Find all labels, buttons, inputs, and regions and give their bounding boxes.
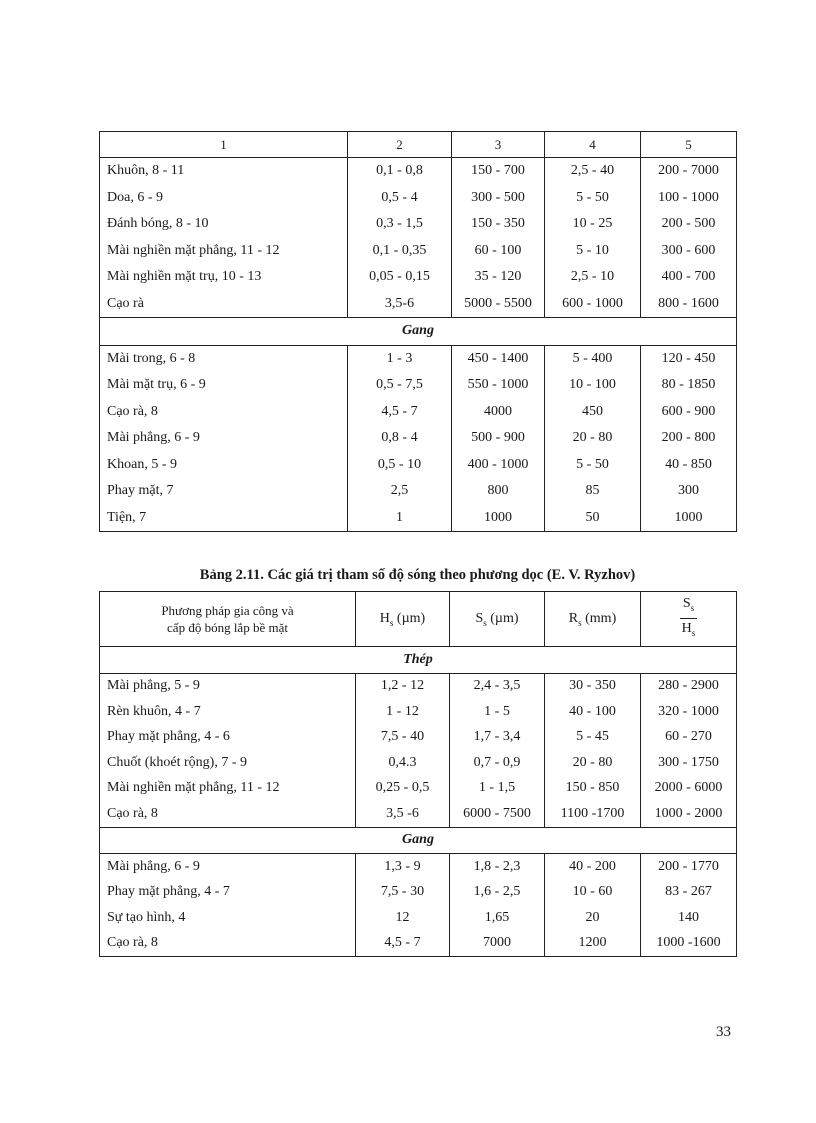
value-cell: 20 - 80: [545, 425, 641, 452]
method-cell: Cạo rà, 8: [100, 399, 348, 426]
value-cell: 800 - 1600: [641, 291, 737, 318]
value-cell: 200 - 1770: [641, 854, 737, 880]
value-cell: 300 - 1750: [641, 750, 737, 776]
value-cell: 200 - 800: [641, 425, 737, 452]
value-cell: 1100 -1700: [545, 801, 641, 827]
table-row: [100, 854, 737, 880]
value-cell: 7,5 - 40: [356, 725, 450, 751]
value-cell: 1000 - 2000: [641, 801, 737, 827]
table-row: [100, 345, 737, 372]
method-cell: Cạo rà, 8: [100, 801, 356, 827]
method-cell: Mài trong, 6 - 8: [100, 345, 348, 372]
value-cell: 3,5-6: [348, 291, 452, 318]
value-cell: 5 - 45: [545, 725, 641, 751]
value-cell: 7,5 - 30: [356, 880, 450, 906]
method-cell: Mài phẳng, 6 - 9: [100, 854, 356, 880]
table-row: [100, 264, 737, 291]
value-cell: 600 - 1000: [545, 291, 641, 318]
method-cell: Đánh bóng, 8 - 10: [100, 211, 348, 238]
method-cell: Rèn khuôn, 4 - 7: [100, 699, 356, 725]
table-row: [100, 452, 737, 479]
value-cell: 2000 - 6000: [641, 776, 737, 802]
method-cell: Khuôn, 8 - 11: [100, 158, 348, 185]
method-cell: Chuốt (khoét rộng), 7 - 9: [100, 750, 356, 776]
value-cell: 0,05 - 0,15: [348, 264, 452, 291]
value-cell: 400 - 1000: [452, 452, 545, 479]
table-row: [100, 505, 737, 532]
value-cell: 80 - 1850: [641, 372, 737, 399]
value-cell: 1,7 - 3,4: [450, 725, 545, 751]
table-1: [99, 131, 737, 532]
value-cell: 320 - 1000: [641, 699, 737, 725]
method-cell: Mài nghiền mặt trụ, 10 - 13: [100, 264, 348, 291]
value-cell: 40 - 200: [545, 854, 641, 880]
ratio-column-header: $\frac{S_s}{H_s}$: [641, 592, 737, 647]
value-cell: 300 - 600: [641, 238, 737, 265]
value-cell: 0,4.3: [356, 750, 450, 776]
table-2-caption: Bảng 2.11. Các giá trị tham số độ sóng theo phương dọc (E. V. Ryzhov): [199, 567, 636, 583]
value-cell: 5 - 400: [545, 345, 641, 372]
table-2: [99, 591, 737, 957]
value-cell: 1200: [545, 931, 641, 957]
value-cell: 0,5 - 10: [348, 452, 452, 479]
table-2-header-row: [100, 592, 737, 647]
method-cell: Mài phẳng, 5 - 9: [100, 673, 356, 699]
column-number-header: 1: [100, 132, 348, 158]
method-cell: Cạo rà, 8: [100, 931, 356, 957]
section-title: Thép: [100, 647, 737, 674]
method-cell: Tiện, 7: [100, 505, 348, 532]
method-cell: Cạo rà: [100, 291, 348, 318]
column-number-header: 2: [348, 132, 452, 158]
table-row: [100, 478, 737, 505]
value-cell: 85: [545, 478, 641, 505]
value-cell: 1000: [641, 505, 737, 532]
value-cell: 40 - 100: [545, 699, 641, 725]
value-cell: 1 - 12: [356, 699, 450, 725]
value-cell: 5000 - 5500: [452, 291, 545, 318]
value-cell: 150 - 350: [452, 211, 545, 238]
rs-column-header: $R_s$ (mm): [545, 592, 641, 647]
value-cell: 5 - 50: [545, 185, 641, 212]
value-cell: 6000 - 7500: [450, 801, 545, 827]
value-cell: 1: [348, 505, 452, 532]
value-cell: 30 - 350: [545, 673, 641, 699]
method-cell: Mài nghiền mặt phẳng, 11 - 12: [100, 238, 348, 265]
section-title: Gang: [100, 827, 737, 854]
value-cell: 50: [545, 505, 641, 532]
value-cell: 2,5: [348, 478, 452, 505]
method-cell: Phay mặt, 7: [100, 478, 348, 505]
value-cell: 800: [452, 478, 545, 505]
page-number: 33: [716, 1024, 731, 1040]
value-cell: 1,8 - 2,3: [450, 854, 545, 880]
value-cell: 1 - 5: [450, 699, 545, 725]
value-cell: 450 - 1400: [452, 345, 545, 372]
table-row: [100, 238, 737, 265]
table-1-body: [100, 132, 737, 532]
value-cell: 1 - 3: [348, 345, 452, 372]
method-cell: Mài mặt trụ, 6 - 9: [100, 372, 348, 399]
value-cell: 1 - 1,5: [450, 776, 545, 802]
value-cell: 550 - 1000: [452, 372, 545, 399]
value-cell: 4000: [452, 399, 545, 426]
method-cell: Mài phẳng, 6 - 9: [100, 425, 348, 452]
table-row: [100, 880, 737, 906]
value-cell: 3,5 -6: [356, 801, 450, 827]
value-cell: 0,3 - 1,5: [348, 211, 452, 238]
value-cell: 60 - 100: [452, 238, 545, 265]
table-row: [100, 158, 737, 185]
value-cell: 0,8 - 4: [348, 425, 452, 452]
value-cell: 300: [641, 478, 737, 505]
value-cell: 12: [356, 905, 450, 931]
section-row: [100, 827, 737, 854]
value-cell: 2,4 - 3,5: [450, 673, 545, 699]
table-row: [100, 750, 737, 776]
method-cell: Doa, 6 - 9: [100, 185, 348, 212]
table-row: [100, 399, 737, 426]
method-column-header: Phương pháp gia công và cấp độ bóng lắp bề mặt: [100, 592, 356, 647]
value-cell: 100 - 1000: [641, 185, 737, 212]
section-row: [100, 647, 737, 674]
method-cell: Mài nghiền mặt phẳng, 11 - 12: [100, 776, 356, 802]
table-row: [100, 905, 737, 931]
value-cell: 600 - 900: [641, 399, 737, 426]
table-row: [100, 211, 737, 238]
table-row: [100, 372, 737, 399]
hs-column-header: $H_s$ (µm): [356, 592, 450, 647]
value-cell: 35 - 120: [452, 264, 545, 291]
section-row: [100, 318, 737, 346]
value-cell: 4,5 - 7: [356, 931, 450, 957]
value-cell: 0,5 - 7,5: [348, 372, 452, 399]
value-cell: 150 - 700: [452, 158, 545, 185]
value-cell: 2,5 - 10: [545, 264, 641, 291]
value-cell: 7000: [450, 931, 545, 957]
value-cell: 0,5 - 4: [348, 185, 452, 212]
value-cell: 140: [641, 905, 737, 931]
method-cell: Phay mặt phẳng, 4 - 6: [100, 725, 356, 751]
value-cell: 120 - 450: [641, 345, 737, 372]
value-cell: 10 - 25: [545, 211, 641, 238]
value-cell: 200 - 7000: [641, 158, 737, 185]
column-number-header: 3: [452, 132, 545, 158]
value-cell: 20: [545, 905, 641, 931]
table-row: [100, 776, 737, 802]
value-cell: 0,7 - 0,9: [450, 750, 545, 776]
column-number-header: 5: [641, 132, 737, 158]
table-row: [100, 425, 737, 452]
table-2-body: [100, 592, 737, 957]
value-cell: 400 - 700: [641, 264, 737, 291]
table-row: [100, 185, 737, 212]
value-cell: 5 - 50: [545, 452, 641, 479]
column-number-header: 4: [545, 132, 641, 158]
value-cell: 500 - 900: [452, 425, 545, 452]
value-cell: 0,25 - 0,5: [356, 776, 450, 802]
table-row: [100, 801, 737, 827]
value-cell: 20 - 80: [545, 750, 641, 776]
value-cell: 300 - 500: [452, 185, 545, 212]
value-cell: 1,3 - 9: [356, 854, 450, 880]
value-cell: 5 - 10: [545, 238, 641, 265]
method-cell: Sự tạo hình, 4: [100, 905, 356, 931]
table-row: [100, 291, 737, 318]
value-cell: 1000: [452, 505, 545, 532]
value-cell: 450: [545, 399, 641, 426]
value-cell: 0,1 - 0,8: [348, 158, 452, 185]
table-row: [100, 931, 737, 957]
value-cell: 200 - 500: [641, 211, 737, 238]
value-cell: 150 - 850: [545, 776, 641, 802]
value-cell: 10 - 60: [545, 880, 641, 906]
value-cell: 1,6 - 2,5: [450, 880, 545, 906]
value-cell: 1000 -1600: [641, 931, 737, 957]
value-cell: 0,1 - 0,35: [348, 238, 452, 265]
value-cell: 1,2 - 12: [356, 673, 450, 699]
value-cell: 60 - 270: [641, 725, 737, 751]
value-cell: 4,5 - 7: [348, 399, 452, 426]
method-cell: Phay mặt phẳng, 4 - 7: [100, 880, 356, 906]
value-cell: 83 - 267: [641, 880, 737, 906]
table-row: [100, 699, 737, 725]
value-cell: 40 - 850: [641, 452, 737, 479]
ss-column-header: $S_s$ (µm): [450, 592, 545, 647]
value-cell: 10 - 100: [545, 372, 641, 399]
section-title: Gang: [100, 318, 737, 346]
value-cell: 2,5 - 40: [545, 158, 641, 185]
method-cell: Khoan, 5 - 9: [100, 452, 348, 479]
table-row: [100, 673, 737, 699]
value-cell: 1,65: [450, 905, 545, 931]
table-row: [100, 725, 737, 751]
table-1-header-row: [100, 132, 737, 158]
value-cell: 280 - 2900: [641, 673, 737, 699]
